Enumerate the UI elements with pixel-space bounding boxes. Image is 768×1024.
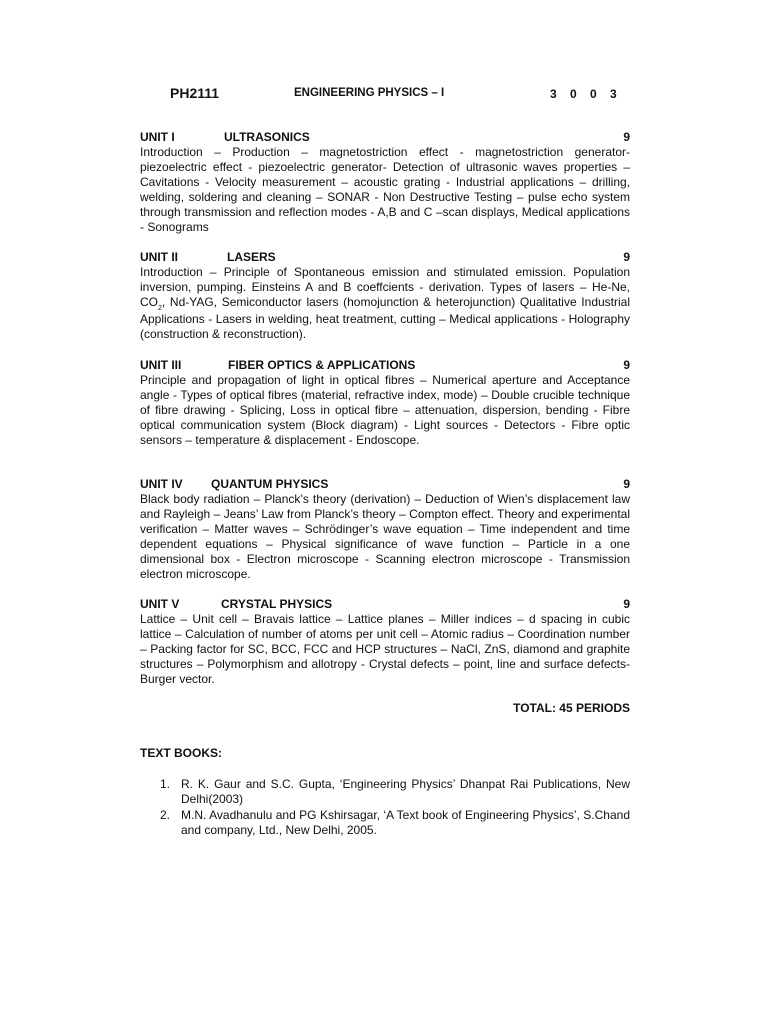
unit-title: ULTRASONICS (224, 130, 310, 144)
unit-heading (140, 130, 630, 145)
unit-heading (140, 250, 630, 265)
unit-hours: 9 (623, 477, 630, 491)
unit-hours: 9 (623, 597, 630, 611)
unit-hours: 9 (623, 130, 630, 144)
unit-section (140, 250, 630, 342)
unit-number: UNIT V (140, 597, 180, 611)
unit-title: CRYSTAL PHYSICS (221, 597, 333, 611)
list-item-number: 1. (160, 777, 171, 791)
unit-hours: 9 (623, 250, 630, 264)
unit-number: UNIT IV (140, 477, 183, 491)
unit-heading (140, 597, 630, 612)
course-header (0, 85, 768, 105)
unit-body (140, 265, 630, 342)
textbooks-list (140, 777, 630, 839)
unit-body: Black body radiation – Planck’s theory (derivation) – Deduction of Wien’s displacement law and Rayleigh – Jeans’ Law from Planck’s theory – Compton effect. Theory and experimental verification – Matter waves – Schrödinger’s wave equation – Time independent and time dependent equations – Physical significance of wave function – Particle in a one dimensional box - Electron microscope - Scanning electron microscope - Transmission electron microscope. (140, 492, 630, 581)
list-item-text: R. K. Gaur and S.C. Gupta, ‘Engineering Physics’ Dhanpat Rai Publications, New Delhi(2003) (181, 777, 630, 806)
unit-section (140, 358, 630, 448)
course-title: ENGINEERING PHYSICS – I (294, 87, 445, 99)
unit-body: Principle and propagation of light in optical fibres – Numerical aperture and Acceptance angle - Types of optical fibres (material, refractive index, mode) – Double crucible technique of fibre drawing - Splicing, Loss in optical fibre – attenuation, dispersion, bending - Fibre optical communication system (Block diagram) - Light sources - Detectors - Fibre optic sensors – temperature & displacement - Endoscope. (140, 373, 630, 447)
unit-section (140, 130, 630, 235)
total-periods: TOTAL: 45 PERIODS (513, 701, 630, 715)
unit-section (140, 477, 630, 582)
unit-body-part: Introduction – Principle of Spontaneous emission and stimulated emission. Population inversion, pumping. Einsteins A and B coeffcients - derivation. Types of lasers – He-Ne, CO (140, 265, 630, 309)
unit-number: UNIT I (140, 130, 175, 144)
unit-section (140, 597, 630, 687)
list-item (140, 808, 630, 838)
unit-number: UNIT II (140, 250, 178, 264)
unit-body-part: , Nd-YAG, Semiconductor lasers (homojunction & heterojunction) Qualitative Industrial Applications - Lasers in welding, heat treatment, cutting – Medical applications - Holography (construction & reconstruction). (140, 295, 630, 341)
unit-body: Lattice – Unit cell – Bravais lattice – Lattice planes – Miller indices – d spacing in cubic lattice – Calculation of number of atoms per unit cell – Atomic radius – Coordination number – Packing factor for SC, BCC, FCC and HCP structures – NaCl, ZnS, diamond and graphite structures – Polymorphism and allotropy - Crystal defects – point, line and surface defects- Burger vector. (140, 612, 630, 686)
unit-title: FIBER OPTICS & APPLICATIONS (228, 358, 416, 372)
course-code: PH2111 (170, 85, 220, 101)
unit-body: Introduction – Production – magnetostriction effect - magnetostriction generator- piezoelectric effect - piezoelectric generator- Detection of ultrasonic waves properties – Cavitations - Velocity measurement – acoustic grating - Industrial applications – drilling, welding, soldering and cleaning – SONAR - Non Destructive Testing – pulse echo system through transmission and reflection modes - A,B and C –scan displays, Medical applications - Sonograms (140, 145, 630, 234)
unit-title: QUANTUM PHYSICS (211, 477, 329, 491)
unit-heading (140, 358, 630, 373)
textbooks-heading: TEXT BOOKS: (140, 746, 223, 760)
subscript: 2 (158, 305, 162, 312)
course-credits: 3 0 0 3 (550, 87, 617, 101)
list-item-text: M.N. Avadhanulu and PG Kshirsagar, ‘A Text book of Engineering Physics’, S.Chand and company, Ltd., New Delhi, 2005. (181, 808, 630, 837)
list-item (140, 777, 630, 807)
unit-heading (140, 477, 630, 492)
list-item-number: 2. (160, 808, 171, 822)
unit-number: UNIT III (140, 358, 182, 372)
unit-hours: 9 (623, 358, 630, 372)
unit-title: LASERS (227, 250, 276, 264)
